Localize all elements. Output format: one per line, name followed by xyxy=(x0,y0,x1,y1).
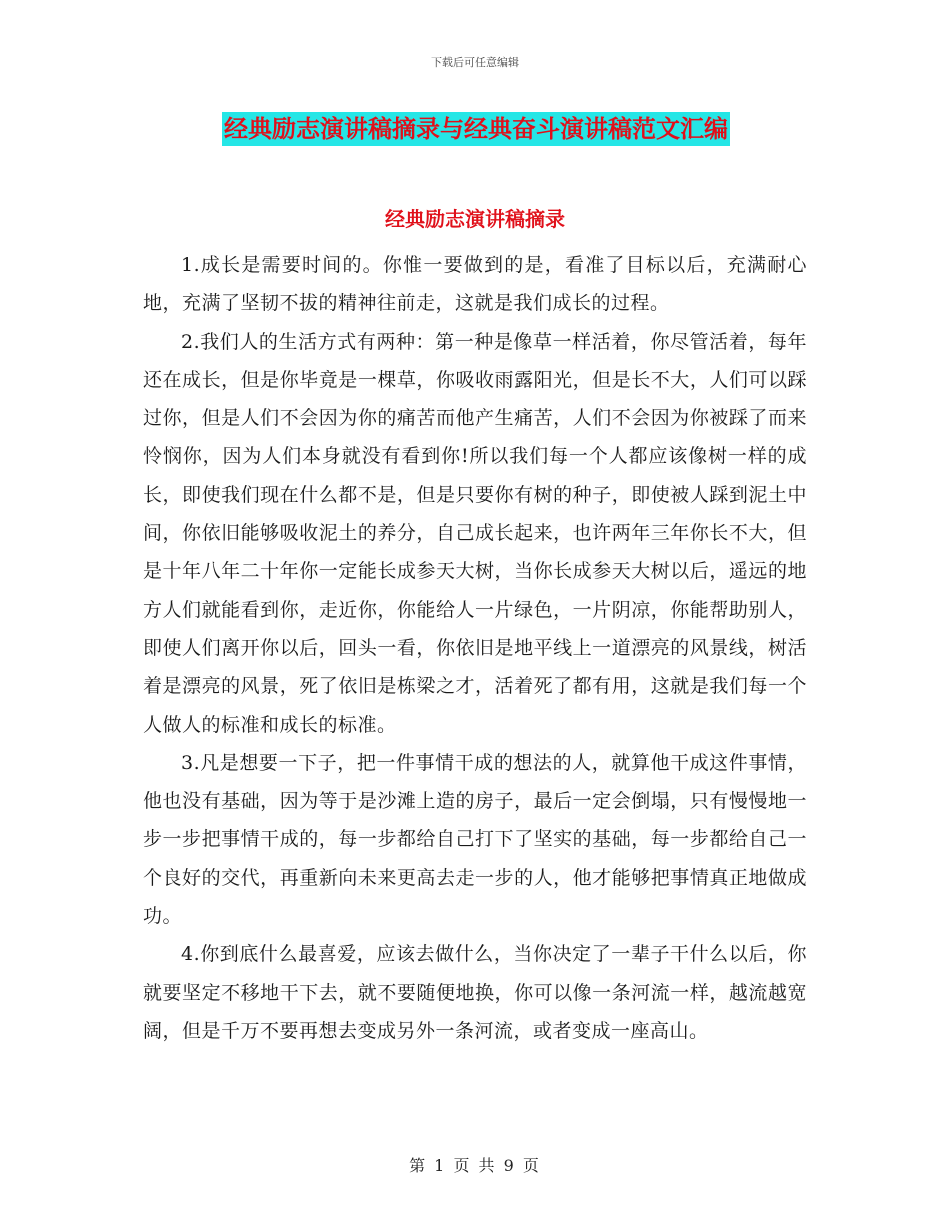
paragraph-4: 4.你到底什么最喜爱，应该去做什么，当你决定了一辈子干什么以后，你就要坚定不移地干下去，就不要随便地换，你可以像一条河流一样，越流越宽阔，但是千万不要再想去变成另外一条河流，或者变成一座高山。 xyxy=(143,943,807,1042)
paragraph-3: 3.凡是想要一下子，把一件事情干成的想法的人，就算他干成这件事情，他也没有基础，因为等于是沙滩上造的房子，最后一定会倒塌，只有慢慢地一步一步把事情干成的，每一步都给自己打下了坚实的基础，每一步都给自己一个良好的交代，再重新向未来更高去走一步的人，他才能够把事情真正地做成功。 xyxy=(143,751,807,928)
section-title: 经典励志演讲稿摘录 xyxy=(385,207,565,231)
page-number-footer: 第 1 页 共 9 页 xyxy=(409,1156,541,1175)
header-note: 下载后可任意编辑 xyxy=(431,56,519,69)
paragraph-2: 2.我们人的生活方式有两种：第一种是像草一样活着，你尽管活着，每年还在成长，但是你毕竟是一棵草，你吸收雨露阳光，但是长不大，人们可以踩过你，但是人们不会因为你的痛苦而他产生痛苦，人们不会因为你被踩了而来怜悯你，因为人们本身就没有看到你!所以我们每一个人都应该像树一样的成长，即使我们现在什么都不是，但是只要你有树的种子，即使被人踩到泥土中间，你依旧能够吸收泥土的养分，自己成长起来，也许两年三年你长不大，但是十年八年二十年你一定能长成参天大树，当你长成参天大树以后，遥远的地方人们就能看到你，走近你，你能给人一片绿色，一片阴凉，你能帮助别人，即使人们离开你以后，回头一看，你依旧是地平线上一道漂亮的风景线，树活着是漂亮的风景，死了依旧是栋梁之才，活着死了都有用，这就是我们每一个人做人的标准和成长的标准。 xyxy=(143,330,807,736)
paragraph-1: 1.成长是需要时间的。你惟一要做到的是，看准了目标以后，充满耐心地，充满了坚韧不拔的精神往前走，这就是我们成长的过程。 xyxy=(143,254,807,315)
document-body xyxy=(143,246,807,1050)
document-title: 经典励志演讲稿摘录与经典奋斗演讲稿范文汇编 xyxy=(222,112,730,146)
